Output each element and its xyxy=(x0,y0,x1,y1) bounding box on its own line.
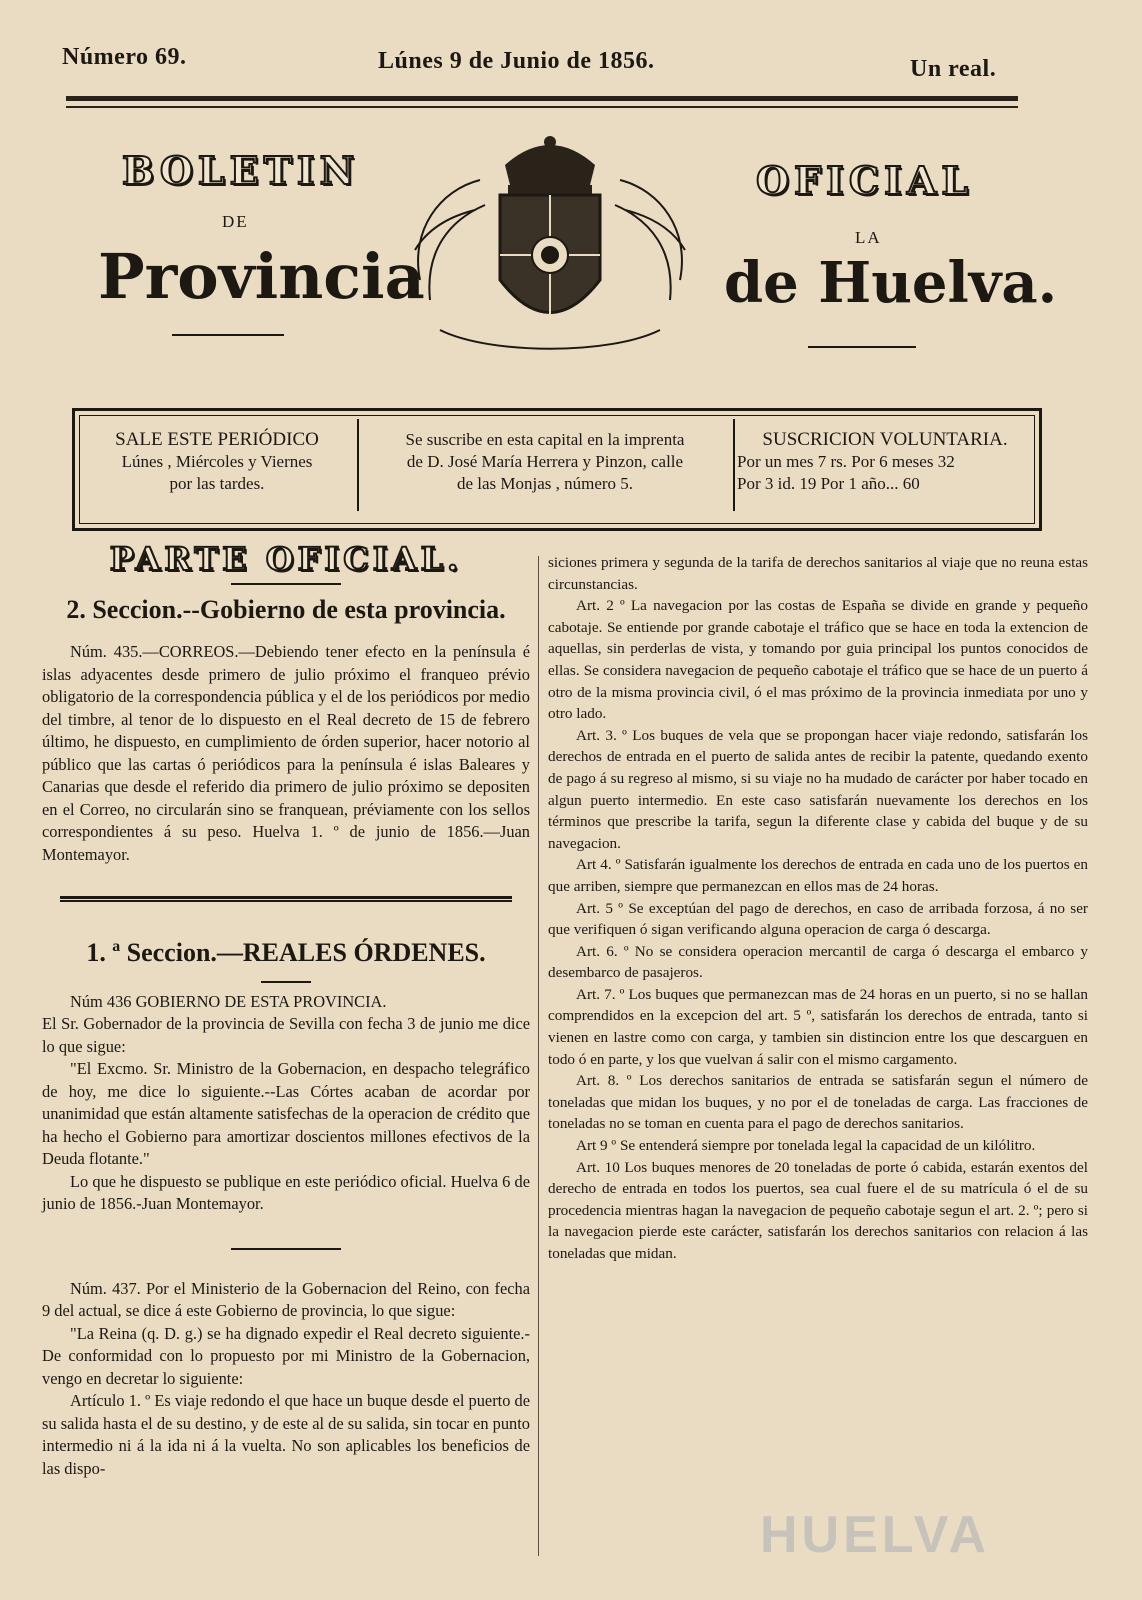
notice-437-decree: "La Reina (q. D. g.) se ha dignado expedir el Real decreto siguiente.-De conformidad con lo propuesto por mi Ministro de la Gobernacion, vengo en decretar lo siguiente: xyxy=(42,1323,530,1388)
issue-price: Un real. xyxy=(910,56,997,82)
box-mid-line1: Se suscribe en esta capital en la imprenta xyxy=(405,430,685,449)
article-2: Art. 2 º La navegacion por las costas de España se divide en grande y pequeño cabotaje. Se entiende por grande cabotaje el tráfico que se hace en toda la extencion de aquellas, sin perderlas de vista, y tomando por guia principal los puntos conocidos de ellas. Se considera navegacion de pequeño cabotaje el tráfico que se hace de un puerto á otro de la misma provincia civil, ó el mas próximo de la provincia inmediata por uno y otro lado. xyxy=(548,597,1088,723)
article-6: Art. 6. º No se considera operacion mercantil de carga ó descarga el embarco y desembarco de pasajeros. xyxy=(548,942,1088,982)
notice-436-quote: "El Excmo. Sr. Ministro de la Gobernacion, en despacho telegráfico de hoy, me dice lo siguiente.--Las Córtes acaban de acordar por unanimidad que están altamente satisfechas de la operacion de crédito que ha hecho el Gobierno para amortizar doscientos millones efectivos de la Deuda flotante." xyxy=(42,1059,530,1168)
masthead-de: DE xyxy=(222,212,249,231)
box-left-line3: por las tardes. xyxy=(169,474,265,493)
box-mid-line2: de D. José María Herrera y Pinzon, calle xyxy=(406,452,684,471)
box-right-line2: Por un mes 7 rs. Por 6 meses 32 xyxy=(737,452,955,471)
notice-435: Núm. 435.—CORREOS.—Debiendo tener efecto en la península é islas adyacentes desde primero de julio próximo el franqueo prévio obligatorio de la correspondencia pública y el de los periódicos por medio del timbre, al tenor de lo dispuesto en el Real decreto de 15 de febrero último, he dispuesto, en cumplimiento de órden superior, hacer notorio al público que las cartas ó periódicos para la península é islas Baleares y Canarias que desde el referido dia primero de julio próximo se depositen en el Correo, no circularán sino se franquean, préviamente con los sellos correspondientes á su peso. Huelva 1. º de junio de 1856.—Juan Montemayor. xyxy=(42,642,530,864)
article-4: Art 4. º Satisfarán igualmente los derechos de entrada en cada uno de los puertos en que arriben, siempre que permanezcan en ellos mas de 24 horas. xyxy=(548,856,1088,895)
section-divider xyxy=(60,896,512,902)
box-left-line2: Lúnes , Miércoles y Viernes xyxy=(121,452,313,471)
article-7: Art. 7. º Los buques que permanezcan mas de 24 horas en un puerto, si no se hallan comprendidos en la excepcion del art. 5 º, satisfarán los derechos de entrada, tanto si vienen en lastre como con carga, y tambien sin distincion entre los que descarguen en todo ó en parte, y los que vuelvan á salir con el mismo cargamento. xyxy=(548,985,1088,1068)
notice-437-intro: Núm. 437. Por el Ministerio de la Gobernacion del Reino, con fecha 9 del actual, se dice á este Gobierno de provincia, lo que sigue: xyxy=(42,1278,530,1320)
masthead-la: LA xyxy=(855,228,882,247)
notice-437-article-1: Artículo 1. º Es viaje redondo el que hace un buque desde el puerto de su salida hasta el de su destino, y de este al de su salida, sin tocar en punto intermedio ni á la ida ni á la vuelta. No son aplicables los beneficios de las dispo- xyxy=(42,1391,530,1478)
right-column xyxy=(548,552,1088,1265)
ornament-rule-left xyxy=(172,334,284,336)
article-9: Art 9 º Se entenderá siempre por tonelada legal la capacidad de un kilólitro. xyxy=(576,1137,1036,1155)
box-mid-line3: de las Monjas , número 5. xyxy=(456,474,634,493)
article-1-continued: siciones primera y segunda de la tarifa de derechos sanitarios al viaje que no reuna estas circunstancias. xyxy=(548,554,1088,593)
masthead-boletin: BOLETIN xyxy=(122,148,360,193)
section-2-title: 2. Seccion.--Gobierno de esta provincia. xyxy=(66,594,506,624)
subscription-info-box xyxy=(72,408,1042,531)
masthead-de-huelva: de Huelva. xyxy=(724,250,1058,316)
box-left-title: SALE ESTE PERIÓDICO xyxy=(115,429,319,450)
coat-of-arms-emblem xyxy=(400,130,700,370)
left-column xyxy=(42,540,530,1480)
header-rule xyxy=(66,96,1018,101)
masthead-provincia: Provincia xyxy=(98,240,425,313)
header-rule-thin xyxy=(66,106,1018,108)
masthead-oficial: OFICIAL xyxy=(756,158,974,203)
column-divider xyxy=(538,556,539,1556)
watermark-logo: HUELVA xyxy=(760,1506,991,1564)
notice-436-closing: Lo que he dispuesto se publique en este periódico oficial. Huelva 6 de junio de 1856.-Juan Montemayor. xyxy=(42,1171,530,1213)
issue-date: Lúnes 9 de Junio de 1856. xyxy=(378,48,655,74)
notice-436-heading: Núm 436 GOBIERNO DE ESTA PROVINCIA. xyxy=(70,991,387,1011)
article-3: Art. 3. º Los buques de vela que se propongan hacer viaje redondo, satisfarán los derechos de entrada en el puerto de salida antes de recibir la patente, quedando exento de pago á su regreso al mismo, si su viaje no ha mudado de carácter por haber tocado en algun puerto intermedio. En este caso satisfarán nuevamente los derechos en los términos que prescribe la tarifa, segun la diferente clase y cabida del buque y de su navegacion. xyxy=(548,726,1088,852)
box-right-line3: Por 3 id. 19 Por 1 año... 60 xyxy=(737,474,920,493)
parte-oficial-title: PARTE OFICIAL. xyxy=(109,540,463,578)
notice-436-intro: El Sr. Gobernador de la provincia de Sevilla con fecha 3 de junio me dice lo que sigue: xyxy=(42,1014,530,1056)
section-1-title: 1. ª Seccion.—REALES ÓRDENES. xyxy=(86,938,486,967)
box-right-title: SUSCRICION VOLUNTARIA. xyxy=(762,429,1008,450)
article-8: Art. 8. º Los derechos sanitarios de entrada se satisfarán segun el número de toneladas que midan los buques, y no por el de toneladas de carga. Las fracciones de toneladas no se toman en cuenta para el pago de derechos sanitarios. xyxy=(548,1072,1088,1133)
issue-number: Número 69. xyxy=(62,44,187,70)
article-5: Art. 5 º Se exceptúan del pago de derechos, en caso de arribada forzosa, á no ser que verifiquen ó sigan verificando alguna operacion de carga ó descarga. xyxy=(548,899,1088,939)
ornament-rule-right xyxy=(808,346,916,348)
article-10: Art. 10 Los buques menores de 20 toneladas de porte ó cabida, estarán exentos del derecho de entrada en todos los puertos, sea cual fuere el de su matrícula ó el de su procedencia mientras hagan la navegacion de pequeño cabotaje segun el art. 2. º; pero si la navegacion pierde este carácter, satisfarán los derechos sanitarios con relacion á las toneladas que midan. xyxy=(548,1158,1088,1262)
